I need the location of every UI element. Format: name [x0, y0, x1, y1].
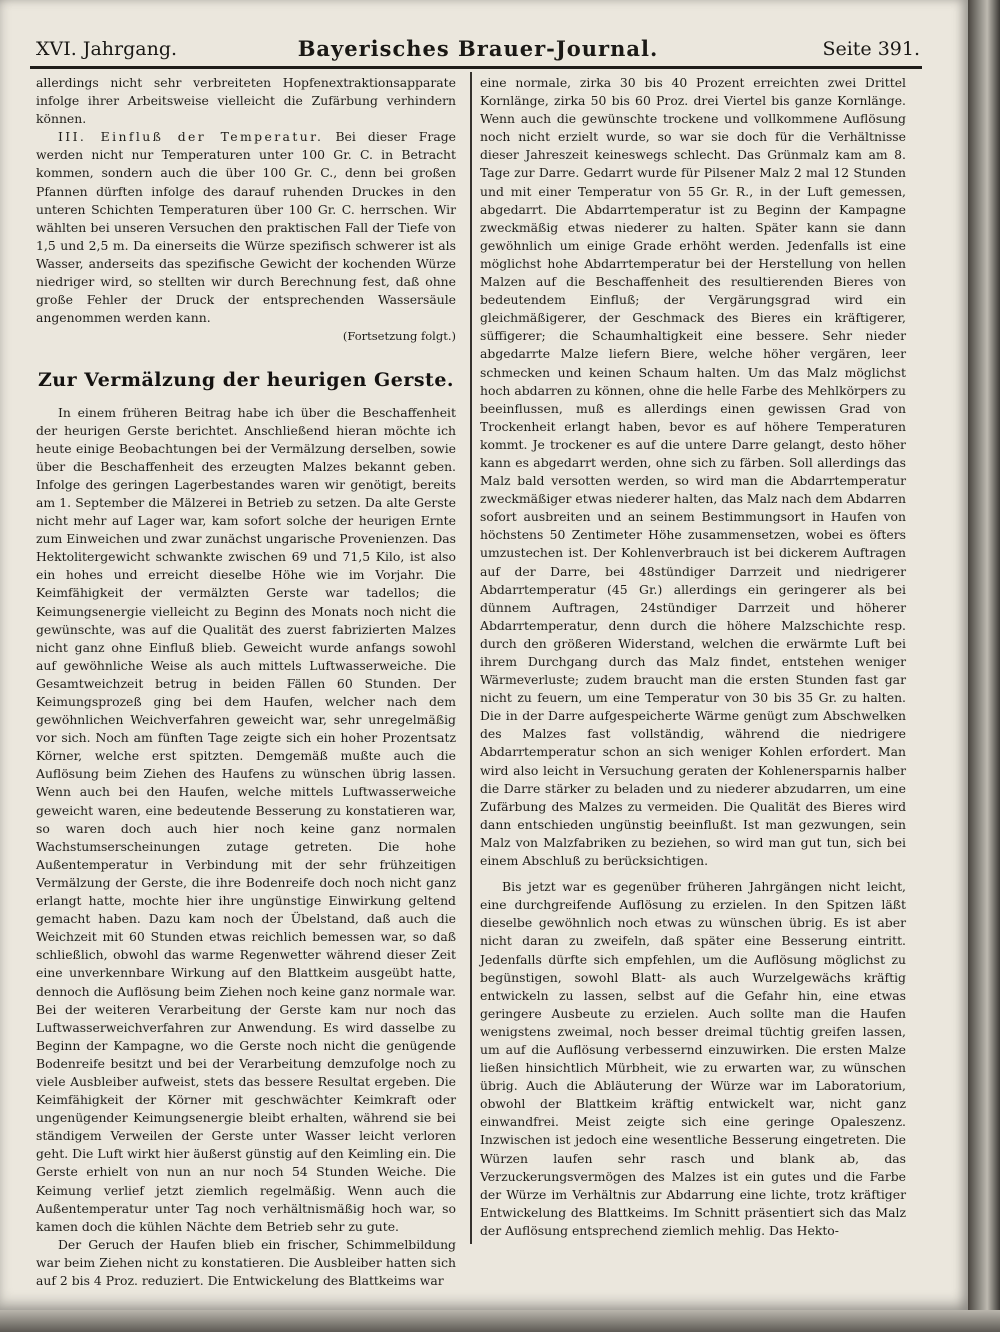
article-paragraph-2: Der Geruch der Haufen blieb ein frischer, Schimmelbildung war beim Ziehen nicht zu konstatieren. Die Ausbleiber hatten sich auf 2 bis 4 Proz. reduziert. Die Entwickelung des Blattkeims war: [36, 1236, 456, 1288]
section-paragraph: [36, 128, 456, 327]
header-rule: [30, 66, 922, 69]
right-column: [480, 74, 906, 1240]
journal-title: Bayerisches Brauer-Journal.: [297, 36, 659, 61]
section-heading: III. Einfluß der Temperatur.: [58, 129, 324, 145]
article-title: Zur Vermälzung der heurigen Gerste.: [37, 369, 455, 392]
column-divider: [470, 72, 472, 1244]
left-column: [36, 74, 456, 1290]
right-paragraph-2: Bis jetzt war es gegenüber früheren Jahrgängen nicht leicht, eine durchgreifende Auflösung zu erzielen. In den Spitzen läßt dieselbe gewöhnlich noch etwas zu wünschen übrig. Es ist aber nicht daran zu zweifeln, daß später eine Besserung eintritt. Jedenfalls dürfte sich empfehlen, um die Auflösung möglichst zu begünstigen, sowohl Blatt- als auch Wurzelgewächs kräftig entwickeln zu lassen, selbst auf die Gefahr hin, eine etwas geringere Ausbeute zu erzielen. Auch sollte man die Haufen wenigstens zweimal, noch besser dreimal tüchtig greifen lassen, um auf die Auflösung verbessernd einzuwirken. Die ersten Malze ließen hinsichtlich Mürbheit, wie zu erwarten war, zu wünschen übrig. Auch die Abläuterung der Würze war im Laboratorium, obwohl der Blattkeim kräftig entwickelt war, nicht ganz einwandfrei. Meist zeigte sich eine geringe Opaleszenz. Inzwischen ist jedoch eine wesentliche Besserung eingetreten. Die Würzen laufen sehr rasch und blank ab, das Verzuckerungsvermögen des Malzes ist ein gutes und die Farbe der Würze im Verhältnis zur Abdarrung eine lichte, trotz kräftiger Entwickelung des Blattkeims. Im Schnitt präsentiert sich das Malz der Auflösung entsprechend ziemlich mehlig. Das Hekto-: [480, 879, 906, 1238]
continuation-note: (Fortsetzung folgt.): [342, 329, 456, 344]
section-text: Bei dieser Frage werden nicht nur Temperaturen unter 100 Gr. C. in Betracht kommen, sondern auch die über 100 Gr. C., denn bei großen Pfannen dürften infolge des darauf ruhenden Druckes in den unteren Schichten Temperaturen über 100 Gr. C. herrschen. Wir wählten bei unseren Versuchen den praktischen Fall der Tiefe von 1,5 und 2,5 m. Da einerseits die Würze spezifisch schwerer ist als Wasser, anderseits das spezifische Gewicht der kochenden Würze niedriger wird, so stellten wir durch Berechnung fest, daß ohne große Fehler der Druck der entsprechenden Wassersäule angenommen werden kann.: [36, 129, 456, 326]
page-header: [36, 32, 920, 68]
volume-label: XVI. Jahrgang.: [36, 38, 178, 60]
scan-edge-bottom: [0, 1310, 1000, 1332]
article-paragraph-1: In einem früheren Beitrag habe ich über die Beschaffenheit der heurigen Gerste berichtet. Anschließend hieran möchte ich heute einige Beobachtungen bei der Vermälzung derselben, sowie über die Beschaffenheit des erzeugten Malzes bekannt geben. Infolge des geringen Lagerbestandes waren wir genötigt, bereits am 1. September die Mälzerei in Betrieb zu setzen. Da alte Gerste nicht mehr auf Lager war, kam sofort solche der heurigen Ernte zum Einweichen und zwar zunächst ungarische Provenienzen. Das Hektolitergewicht schwankte zwischen 69 und 71,5 Kilo, ist also ein hohes und erreicht dieselbe Höhe wie im Vorjahr. Die Keimfähigkeit der vermälzten Gerste war tadellos; die Keimungsenergie vielleicht zu Beginn des Monats noch nicht die gewünschte, was auf die Qualität des zuerst fabrizierten Malzes nicht ganz ohne Einfluß blieb. Geweicht wurde anfangs sowohl auf gewöhnliche Weise als auch mittels Luftwasserweiche. Die Gesamtweichzeit betrug in beiden Fällen 60 Stunden. Der Keimungsprozeß ging bei dem Haufen, welcher nach dem gewöhnlichen Weichverfahren geweicht war, sehr unregelmäßig vor sich. Noch am fünften Tage zeigte sich ein hoher Prozentsatz Körner, welche erst spitzten. Demgemäß mußte auch die Auflösung beim Ziehen des Haufens zu wünschen übrig lassen. Wenn auch bei den Haufen, welche mittels Luftwasserweiche geweicht waren, eine bedeutende Besserung zu konstatieren war, so waren doch auch hier noch keine ganz normalen Wachstumserscheinungen zutage getreten. Die hohe Außentemperatur in Verbindung mit der sehr frühzeitigen Vermälzung der Gerste, die ihre Bodenreife doch noch nicht ganz erlangt hatte, mochte hier ihre ungünstige Einwirkung geltend gemacht haben. Dazu kam noch der Übelstand, daß auch die Weichzeit mit 60 Stunden etwas reichlich bemessen war, so daß schließlich, obwohl das warme Regenwetter während dieser Zeit eine unverkennbare Wirkung auf den Blattkeim ausgeübt hatte, dennoch die Auflösung beim Ziehen noch keine ganz normale war. Bei der weiteren Verarbeitung der Gerste kam nur noch das Luftwasserweichverfahren zur Anwendung. Es wird dasselbe zu Beginn der Kampagne, wo die Gerste noch nicht die genügende Bodenreife besitzt und bei der Verarbeitung demzufolge noch zu viele Ausbleiber aufweist, stets das bessere Resultat ergeben. Die Keimfähigkeit der Körner mit geschwächter Keimkraft oder ungenügender Keimungsenergie bleibt erhalten, während sie bei ständigem Verweilen der Gerste unter Wasser leicht verloren geht. Die Luft wirkt hier äußerst günstig auf den Keimling ein. Die Gerste erhielt von nun an nur noch 54 Stunden Weiche. Die Keimung verlief jetzt ziemlich regelmäßig. Wenn auch die Außentemperatur unter Tag noch verhältnismäßig hoch war, so kamen doch die kühlen Nächte dem Betrieb sehr zu gute.: [36, 404, 456, 1234]
previous-article-paragraph: allerdings nicht sehr verbreiteten Hopfenextraktionsapparate infolge ihrer Arbeitsweise vielleicht die Zufärbung verhindern können.: [36, 75, 456, 127]
scan-edge-right: [968, 0, 1000, 1332]
right-paragraph-1: eine normale, zirka 30 bis 40 Prozent erreichten zwei Drittel Kornlänge, zirka 50 bis 60 Proz. drei Viertel bis ganze Kornlänge. Wenn auch die gewünschte trockene und vollkommene Auflösung noch nicht erzielt wurde, so war sie doch für die Verhältnisse dieser Jahreszeit keineswegs schlecht. Das Grünmalz kam am 8. Tage zur Darre. Gedarrt wurde für Pilsener Malz 2 mal 12 Stunden und mit einer Temperatur von 55 Gr. R., in der Luft gemessen, abgedarrt. Die Abdarrtemperatur ist zu Beginn der Kampagne zweckmäßig etwas niederer zu halten. Später kann sie dann gewöhnlich um einige Grade erhöht werden. Jedenfalls ist eine möglichst hohe Abdarrtemperatur bei der Herstellung von hellen Malzen auf die Beschaffenheit des resultierenden Bieres von bedeutendem Einfluß; der Vergärungsgrad wird ein gleichmäßigerer, der Geschmack des Bieres ein kräftigerer, süffigerer; die Schaumhaltigkeit eine bessere. Sehr nieder abgedarrte Malze liefern Biere, welche höher vergären, leer schmecken und keinen Schaum halten. Um das Malz möglichst hoch abdarren zu können, ohne die helle Farbe des Mehlkörpers zu beeinflussen, muß es allerdings einen gewissen Grad von Trockenheit erlangt haben, bevor es auf höhere Temperaturen kommt. Je trockener es auf die untere Darre gelangt, desto höher kann es abgedarrt werden, ohne sich zu färben. Soll allerdings das Malz bald versotten werden, so wird man die Abdarrtemperatur zweckmäßiger etwas niederer halten, das Malz nach dem Abdarren sofort ausbreiten und an seinem Bestimmungsort in Haufen von höchstens 50 Zentimeter Höhe zusammensetzen, wobei es öfters umzustechen ist. Der Kohlenverbrauch ist bei dickerem Auftragen auf der Darre, bei 48stündiger Darrzeit und niedrigerer Abdarrtemperatur (45 Gr.) allerdings ein geringerer als bei dünnem Auftragen, 24stündiger Darrzeit und höherer Abdarrtemperatur, denn durch die höhere Malzschichte resp. durch den größeren Widerstand, welchen die erwärmte Luft bei ihrem Durchgang durch das Malz findet, entstehen weniger Wärmeverluste; zudem braucht man die ersten Stunden fast gar nicht zu feuern, um eine Temperatur von 30 bis 35 Gr. zu halten. Die in der Darre aufgespeicherte Wärme genügt zum Abschwelken des Malzes fast vollständig, während die niedrigere Abdarrtemperatur schon an sich weniger Kohlen erfordert. Man wird also leicht in Versuchung geraten der Kohlenersparnis halber die Darre stärker zu beladen und zu niederer abzudarren, um eine Zufärbung des Malzes zu vermeiden. Die Qualität des Bieres wird dann entschieden ungünstig beeinflußt. Ist man gezwungen, sein Malz von Malzfabriken zu beziehen, so wird man gut tun, sich bei einem Abschluß zu berücksichtigen.: [480, 75, 906, 869]
page-number: Seite 391.: [822, 38, 920, 60]
